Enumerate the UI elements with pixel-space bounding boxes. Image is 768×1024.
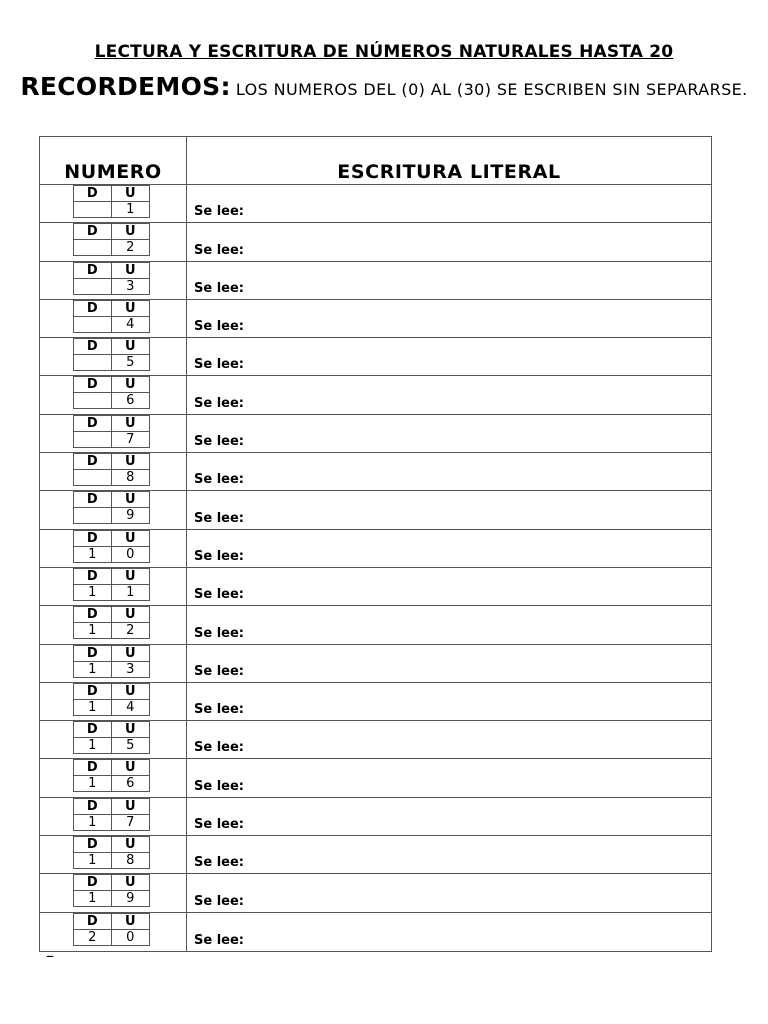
decenas-value: [74, 317, 112, 333]
table-row: [40, 568, 711, 606]
page-title: LECTURA Y ESCRITURA DE NÚMEROS NATURALES HASTA 20: [94, 42, 674, 62]
numero-cell: [40, 836, 187, 873]
decenas-header: D: [74, 224, 112, 240]
se-lee-label: Se lee:: [194, 280, 244, 296]
table-body: [40, 185, 711, 951]
decenas-value: [74, 240, 112, 256]
decenas-header: D: [74, 186, 112, 202]
numero-cell: [40, 185, 187, 222]
se-lee-label: Se lee:: [194, 702, 244, 718]
numero-cell: [40, 568, 187, 605]
place-value-box: [73, 874, 150, 907]
table-row: [40, 338, 711, 376]
decenas-value: [74, 393, 112, 409]
escritura-cell[interactable]: [187, 185, 711, 222]
decenas-value: [74, 432, 112, 448]
unidades-value: 8: [126, 470, 135, 486]
numero-header: NUMERO: [64, 161, 162, 183]
unidades-header: U: [112, 377, 150, 393]
footer-mark: –: [46, 946, 54, 965]
se-lee-label: Se lee:: [194, 242, 244, 258]
table-row: [40, 376, 711, 414]
escritura-cell[interactable]: [187, 415, 711, 452]
place-value-box: [73, 338, 150, 371]
table-row: [40, 453, 711, 491]
se-lee-label: Se lee:: [194, 395, 244, 411]
table-row: [40, 798, 711, 836]
table-row: [40, 262, 711, 300]
unidades-header: U: [112, 722, 150, 738]
decenas-value: 1: [74, 815, 112, 831]
unidades-header: U: [112, 837, 150, 853]
decenas-value: 2: [74, 930, 112, 946]
unidades-value: 2: [126, 240, 135, 256]
numero-header-cell: [40, 137, 187, 184]
decenas-value: 1: [74, 700, 112, 716]
place-value-box: [73, 453, 150, 486]
unidades-value: 0: [126, 546, 135, 562]
place-value-box: [73, 721, 150, 754]
se-lee-label: Se lee:: [194, 817, 244, 833]
place-value-box: [73, 759, 150, 792]
unidades-value: 3: [126, 278, 135, 294]
unidades-value: 2: [126, 623, 135, 639]
numero-cell: [40, 606, 187, 643]
decenas-header: D: [74, 377, 112, 393]
escritura-cell[interactable]: [187, 836, 711, 873]
numero-cell: [40, 798, 187, 835]
table-row: [40, 606, 711, 644]
decenas-header: D: [74, 914, 112, 930]
decenas-value: 1: [74, 853, 112, 869]
decenas-value: [74, 355, 112, 371]
unidades-value: 5: [126, 738, 135, 754]
unidades-value: 4: [126, 316, 135, 332]
table-row: [40, 223, 711, 261]
unidades-value: 7: [126, 814, 135, 830]
unidades-header: U: [112, 492, 150, 508]
escritura-cell[interactable]: [187, 798, 711, 835]
place-value-box: [73, 262, 150, 295]
decenas-header: D: [74, 301, 112, 317]
decenas-value: [74, 470, 112, 486]
unidades-value: 3: [126, 661, 135, 677]
decenas-value: [74, 508, 112, 524]
numero-cell: [40, 645, 187, 682]
se-lee-label: Se lee:: [194, 778, 244, 794]
unidades-value: 9: [126, 891, 135, 907]
table-row: [40, 683, 711, 721]
place-value-box: [73, 606, 150, 639]
escritura-cell[interactable]: [187, 491, 711, 528]
se-lee-label: Se lee:: [194, 204, 244, 220]
unidades-header: U: [112, 339, 150, 355]
decenas-value: 1: [74, 776, 112, 792]
decenas-value: 1: [74, 585, 112, 601]
escritura-cell[interactable]: [187, 262, 711, 299]
table-row: [40, 491, 711, 529]
unidades-header: U: [112, 263, 150, 279]
se-lee-label: Se lee:: [194, 472, 244, 488]
escritura-cell[interactable]: [187, 376, 711, 413]
place-value-box: [73, 645, 150, 678]
place-value-box: [73, 185, 150, 218]
escritura-cell[interactable]: [187, 223, 711, 260]
decenas-header: D: [74, 799, 112, 815]
unidades-header: U: [112, 799, 150, 815]
place-value-box: [73, 223, 150, 256]
place-value-box: [73, 683, 150, 716]
se-lee-label: Se lee:: [194, 893, 244, 909]
numero-cell: [40, 338, 187, 375]
table-row: [40, 300, 711, 338]
se-lee-label: Se lee:: [194, 587, 244, 603]
table-row: [40, 721, 711, 759]
se-lee-label: Se lee:: [194, 319, 244, 335]
numero-cell: [40, 300, 187, 337]
numero-cell: [40, 683, 187, 720]
unidades-value: 1: [126, 202, 135, 217]
table-header: [40, 137, 711, 185]
decenas-header: D: [74, 339, 112, 355]
se-lee-label: Se lee:: [194, 510, 244, 526]
escritura-cell[interactable]: [187, 606, 711, 643]
table-row: [40, 415, 711, 453]
table-row: [40, 836, 711, 874]
decenas-value: 1: [74, 662, 112, 678]
numero-cell: [40, 491, 187, 528]
numero-cell: [40, 530, 187, 567]
escritura-cell[interactable]: [187, 530, 711, 567]
decenas-header: D: [74, 875, 112, 891]
unidades-value: 0: [126, 929, 135, 945]
reminder-note: [0, 74, 768, 102]
reminder-label: RECORDEMOS:: [20, 72, 231, 101]
numero-cell: [40, 913, 187, 951]
decenas-header: D: [74, 646, 112, 662]
table-row: [40, 913, 711, 951]
place-value-box: [73, 415, 150, 448]
escritura-cell[interactable]: [187, 913, 711, 951]
number-table: [39, 136, 712, 952]
unidades-header: U: [112, 301, 150, 317]
unidades-value: 5: [126, 355, 135, 371]
numero-cell: [40, 874, 187, 911]
unidades-value: 9: [126, 508, 135, 524]
se-lee-label: Se lee:: [194, 625, 244, 641]
unidades-value: 1: [126, 584, 135, 600]
escritura-header-cell: [187, 137, 711, 184]
decenas-value: 1: [74, 623, 112, 639]
escritura-header: ESCRITURA LITERAL: [337, 161, 561, 183]
decenas-header: D: [74, 837, 112, 853]
unidades-header: U: [112, 684, 150, 700]
escritura-cell[interactable]: [187, 874, 711, 911]
numero-cell: [40, 415, 187, 452]
decenas-header: D: [74, 569, 112, 585]
place-value-box: [73, 913, 150, 946]
place-value-box: [73, 376, 150, 409]
escritura-cell[interactable]: [187, 721, 711, 758]
unidades-header: U: [112, 607, 150, 623]
numero-cell: [40, 262, 187, 299]
numero-cell: [40, 759, 187, 796]
se-lee-label: Se lee:: [194, 932, 244, 948]
se-lee-label: Se lee:: [194, 357, 244, 373]
escritura-cell[interactable]: [187, 338, 711, 375]
escritura-cell[interactable]: [187, 759, 711, 796]
se-lee-label: Se lee:: [194, 548, 244, 564]
table-row: [40, 874, 711, 912]
decenas-value: 1: [74, 547, 112, 563]
unidades-header: U: [112, 760, 150, 776]
table-row: [40, 645, 711, 683]
unidades-header: U: [112, 186, 150, 202]
escritura-cell[interactable]: [187, 645, 711, 682]
unidades-header: U: [112, 224, 150, 240]
unidades-header: U: [112, 914, 150, 930]
reminder-text: LOS NUMEROS DEL (0) AL (30) SE ESCRIBEN SIN SEPARARSE.: [235, 80, 748, 99]
unidades-value: 8: [126, 853, 135, 869]
unidades-header: U: [112, 416, 150, 432]
place-value-box: [73, 568, 150, 601]
numero-cell: [40, 453, 187, 490]
decenas-value: 1: [74, 891, 112, 907]
decenas-value: [74, 202, 112, 218]
decenas-header: D: [74, 454, 112, 470]
table-row: [40, 530, 711, 568]
table-row: [40, 759, 711, 797]
unidades-value: 7: [126, 431, 135, 447]
unidades-header: U: [112, 531, 150, 547]
decenas-header: D: [74, 607, 112, 623]
escritura-cell[interactable]: [187, 300, 711, 337]
decenas-value: 1: [74, 738, 112, 754]
place-value-box: [73, 836, 150, 869]
escritura-cell[interactable]: [187, 453, 711, 490]
place-value-box: [73, 300, 150, 333]
escritura-cell[interactable]: [187, 683, 711, 720]
unidades-header: U: [112, 875, 150, 891]
unidades-value: 4: [126, 699, 135, 715]
numero-cell: [40, 376, 187, 413]
place-value-box: [73, 798, 150, 831]
decenas-header: D: [74, 760, 112, 776]
numero-cell: [40, 223, 187, 260]
decenas-header: D: [74, 722, 112, 738]
numero-cell: [40, 721, 187, 758]
decenas-value: [74, 279, 112, 295]
escritura-cell[interactable]: [187, 568, 711, 605]
decenas-header: D: [74, 492, 112, 508]
unidades-value: 6: [126, 776, 135, 792]
se-lee-label: Se lee:: [194, 855, 244, 871]
se-lee-label: Se lee:: [194, 434, 244, 450]
unidades-header: U: [112, 454, 150, 470]
decenas-header: D: [74, 416, 112, 432]
decenas-header: D: [74, 531, 112, 547]
decenas-header: D: [74, 263, 112, 279]
se-lee-label: Se lee:: [194, 740, 244, 756]
se-lee-label: Se lee:: [194, 663, 244, 679]
unidades-header: U: [112, 646, 150, 662]
unidades-header: U: [112, 569, 150, 585]
decenas-header: D: [74, 684, 112, 700]
unidades-value: 6: [126, 393, 135, 409]
place-value-box: [73, 530, 150, 563]
table-row: [40, 185, 711, 223]
place-value-box: [73, 491, 150, 524]
